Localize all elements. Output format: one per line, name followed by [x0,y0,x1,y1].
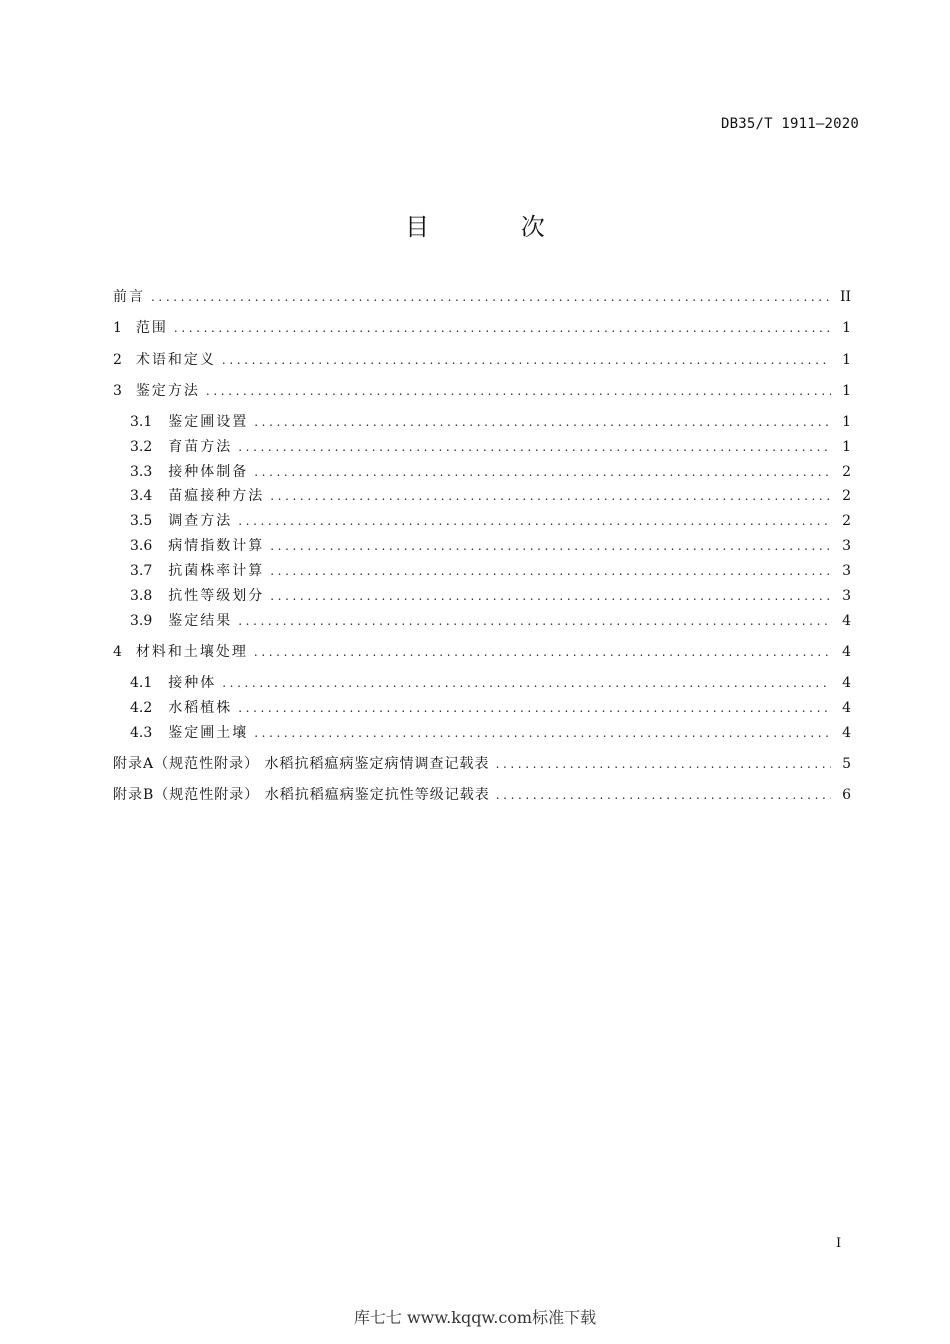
toc-entry-number: 3.9 [130,613,153,629]
toc-entry-number: 3 [113,383,122,399]
toc-leader-dots [238,510,831,532]
toc-entry-page: 4 [842,675,851,691]
toc-entry-page: 4 [842,725,851,741]
toc-entry-number: 3.8 [130,588,153,604]
toc-entry-4-3[interactable] [130,722,851,744]
toc-leader-dots [238,436,831,458]
toc-entry-label: 附录A（规范性附录） 水稻抗稻瘟病鉴定病情调查记载表 [113,756,490,772]
toc-entry-label: 鉴定圃土壤 [168,725,249,741]
toc-entry-label: 苗瘟接种方法 [168,488,265,504]
toc-entry-page: 3 [842,538,851,554]
toc-entry-number: 4 [113,644,122,660]
toc-leader-dots [270,485,831,507]
watermark: 库七七 www.kqqw.com标准下载 [353,1308,597,1327]
toc-entry-label: 范围 [135,320,168,336]
toc-entry-label: 鉴定圃设置 [168,414,249,430]
toc-entry-scope[interactable] [113,317,851,339]
toc-entry-label: 抗菌株率计算 [168,563,265,579]
toc-entry-preface[interactable] [113,286,851,308]
toc-entry-appendix-a[interactable] [113,753,851,775]
toc-entry-number: 4.1 [130,675,153,691]
toc-leader-dots [238,697,831,719]
toc-entry-label: 材料和土壤处理 [135,644,248,660]
toc-entry-page: 1 [842,439,851,455]
toc-leader-dots [496,753,831,775]
toc-entry-page: 1 [842,414,851,430]
toc-list [113,0,851,900]
toc-entry-3-2[interactable] [130,436,851,458]
toc-entry-3-3[interactable] [130,461,851,483]
toc-leader-dots [254,411,831,433]
toc-entry-label: 鉴定结果 [168,613,233,629]
toc-leader-dots [254,722,831,744]
toc-entry-number: 3.3 [130,464,153,480]
toc-entry-label: 接种体制备 [168,464,249,480]
toc-entry-page: II [839,289,851,305]
toc-leader-dots [206,380,831,402]
toc-entry-label: 前言 [113,289,145,305]
toc-leader-dots [222,349,831,371]
toc-leader-dots [174,317,831,339]
toc-entry-4-2[interactable] [130,697,851,719]
toc-entry-number: 3.7 [130,563,153,579]
toc-entry-materials[interactable] [113,641,851,663]
toc-entry-number: 3.6 [130,538,153,554]
toc-entry-3-6[interactable] [130,535,851,557]
toc-entry-page: 4 [842,613,851,629]
toc-entry-label: 接种体 [168,675,217,691]
toc-leader-dots [496,784,831,806]
toc-entry-label: 病情指数计算 [168,538,265,554]
toc-entry-3-1[interactable] [130,411,851,433]
doc-code: DB35/T 1911—2020 [720,116,859,132]
toc-leader-dots [270,560,831,582]
toc-entry-page: 1 [842,352,851,368]
toc-entry-3-4[interactable] [130,485,851,507]
toc-entry-page: 1 [842,320,851,336]
toc-entry-page: 3 [842,563,851,579]
toc-entry-terms[interactable] [113,349,851,371]
toc-entry-page: 2 [842,464,851,480]
toc-leader-dots [254,461,831,483]
toc-leader-dots [270,585,831,607]
toc-leader-dots [151,286,831,308]
toc-entry-methods[interactable] [113,380,851,402]
toc-entry-number: 3.4 [130,488,153,504]
toc-entry-label: 术语和定义 [135,352,216,368]
toc-entry-label: 调查方法 [168,513,233,529]
toc-entry-number: 4.3 [130,725,153,741]
toc-entry-page: 5 [842,756,851,772]
toc-entry-number: 1 [113,320,122,336]
toc-entry-label: 抗性等级划分 [168,588,265,604]
toc-leader-dots [254,641,831,663]
toc-entry-page: 4 [842,644,851,660]
toc-entry-3-5[interactable] [130,510,851,532]
toc-entry-number: 3.2 [130,439,153,455]
toc-leader-dots [270,535,831,557]
toc-entry-page: 4 [842,700,851,716]
toc-entry-number: 3.1 [130,414,153,430]
toc-entry-label: 水稻植株 [168,700,233,716]
toc-entry-4-1[interactable] [130,672,851,694]
toc-entry-3-7[interactable] [130,560,851,582]
toc-leader-dots [222,672,831,694]
toc-entry-page: 6 [842,787,851,803]
toc-entry-page: 2 [842,488,851,504]
toc-entry-label: 育苗方法 [168,439,233,455]
toc-entry-page: 3 [842,588,851,604]
toc-entry-appendix-b[interactable] [113,784,851,806]
toc-title: 目 次 [405,213,587,241]
toc-entry-3-9[interactable] [130,610,851,632]
toc-entry-number: 2 [113,352,122,368]
toc-entry-page: 2 [842,513,851,529]
toc-entry-number: 3.5 [130,513,153,529]
page-number: I [836,1236,842,1251]
toc-entry-label: 鉴定方法 [135,383,200,399]
toc-entry-number: 4.2 [130,700,153,716]
toc-entry-3-8[interactable] [130,585,851,607]
toc-entry-page: 1 [842,383,851,399]
toc-entry-label: 附录B（规范性附录） 水稻抗稻瘟病鉴定抗性等级记载表 [113,787,490,803]
toc-leader-dots [238,610,831,632]
